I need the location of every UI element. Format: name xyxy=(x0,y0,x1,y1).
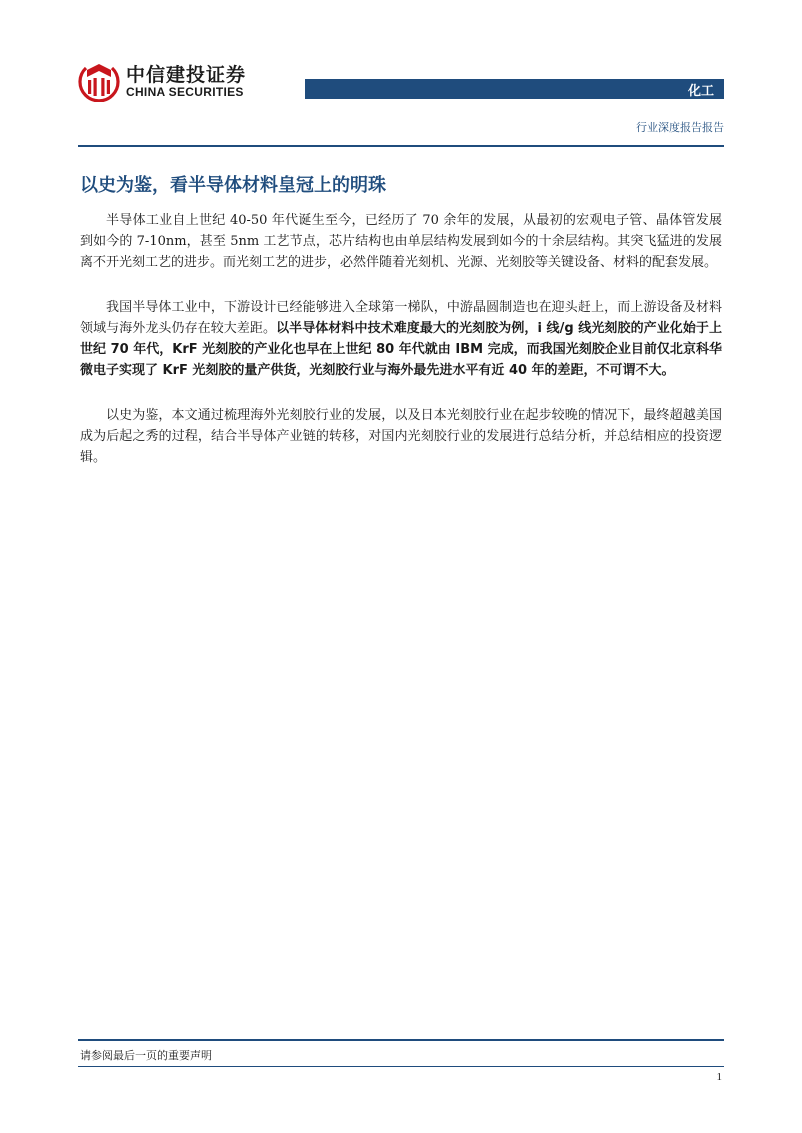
footer-divider xyxy=(78,1039,724,1041)
paragraph-3: 以史为鉴，本文通过梳理海外光刻胶行业的发展，以及日本光刻胶行业在起步较晚的情况下，最终超越美国成为后起之秀的过程，结合半导体产业链的转移，对国内光刻胶行业的发展进行总结分析，并总结相应的投资逻辑。 xyxy=(80,408,722,465)
footer-disclaimer: 请参阅最后一页的重要声明 xyxy=(80,1049,212,1062)
sector-banner xyxy=(305,79,724,99)
footer-thin-divider xyxy=(78,1066,724,1067)
citic-logo-icon xyxy=(78,60,120,102)
paragraph-2-emphasis: 以半导体材料中技术难度最大的光刻胶为例，i 线/g 线光刻胶的产业化始于上世纪 70 年代，KrF 光刻胶的产业化也早在上世纪 80 年代就由 IBM 完成，而我国光刻胶企业目前仅北京科华微电子实现了 KrF 光刻胶的量产供货，光刻胶行业与海外最先进水平有近 40 年的差距，不可谓不大。 xyxy=(80,321,722,378)
paragraph-2 xyxy=(80,297,722,381)
company-logo xyxy=(78,58,278,102)
logo-text-en: CHINA SECURITIES xyxy=(126,85,244,99)
page-title: 以史为鉴，看半导体材料皇冠上的明珠 xyxy=(80,175,386,196)
header-divider xyxy=(78,145,724,147)
paragraph-1: 半导体工业自上世纪 40-50 年代诞生至今，已经历了 70 余年的发展，从最初的宏观电子管、晶体管发展到如今的 7-10nm，甚至 5nm 工艺节点，芯片结构也由单层结构发展到如今的十余层结构。其突飞猛进的发展离不开光刻工艺的进步。而光刻工艺的进步，必然伴随着光刻机、光源、光刻胶等关键设备、材料的配套发展。 xyxy=(80,213,722,270)
report-body xyxy=(80,210,722,492)
paragraph-2-text: 我国半导体工业中，下游设计已经能够进入全球第一梯队，中游晶圆制造也在迎头赶上，而上游设备及材料领域与海外龙头仍存在较大差距。 xyxy=(80,300,722,336)
report-type-label: 行业深度报告报告 xyxy=(636,121,724,134)
logo-text-cn: 中信建投证券 xyxy=(126,64,247,86)
page-number: 1 xyxy=(716,1071,722,1083)
sector-label: 化工 xyxy=(687,84,714,99)
